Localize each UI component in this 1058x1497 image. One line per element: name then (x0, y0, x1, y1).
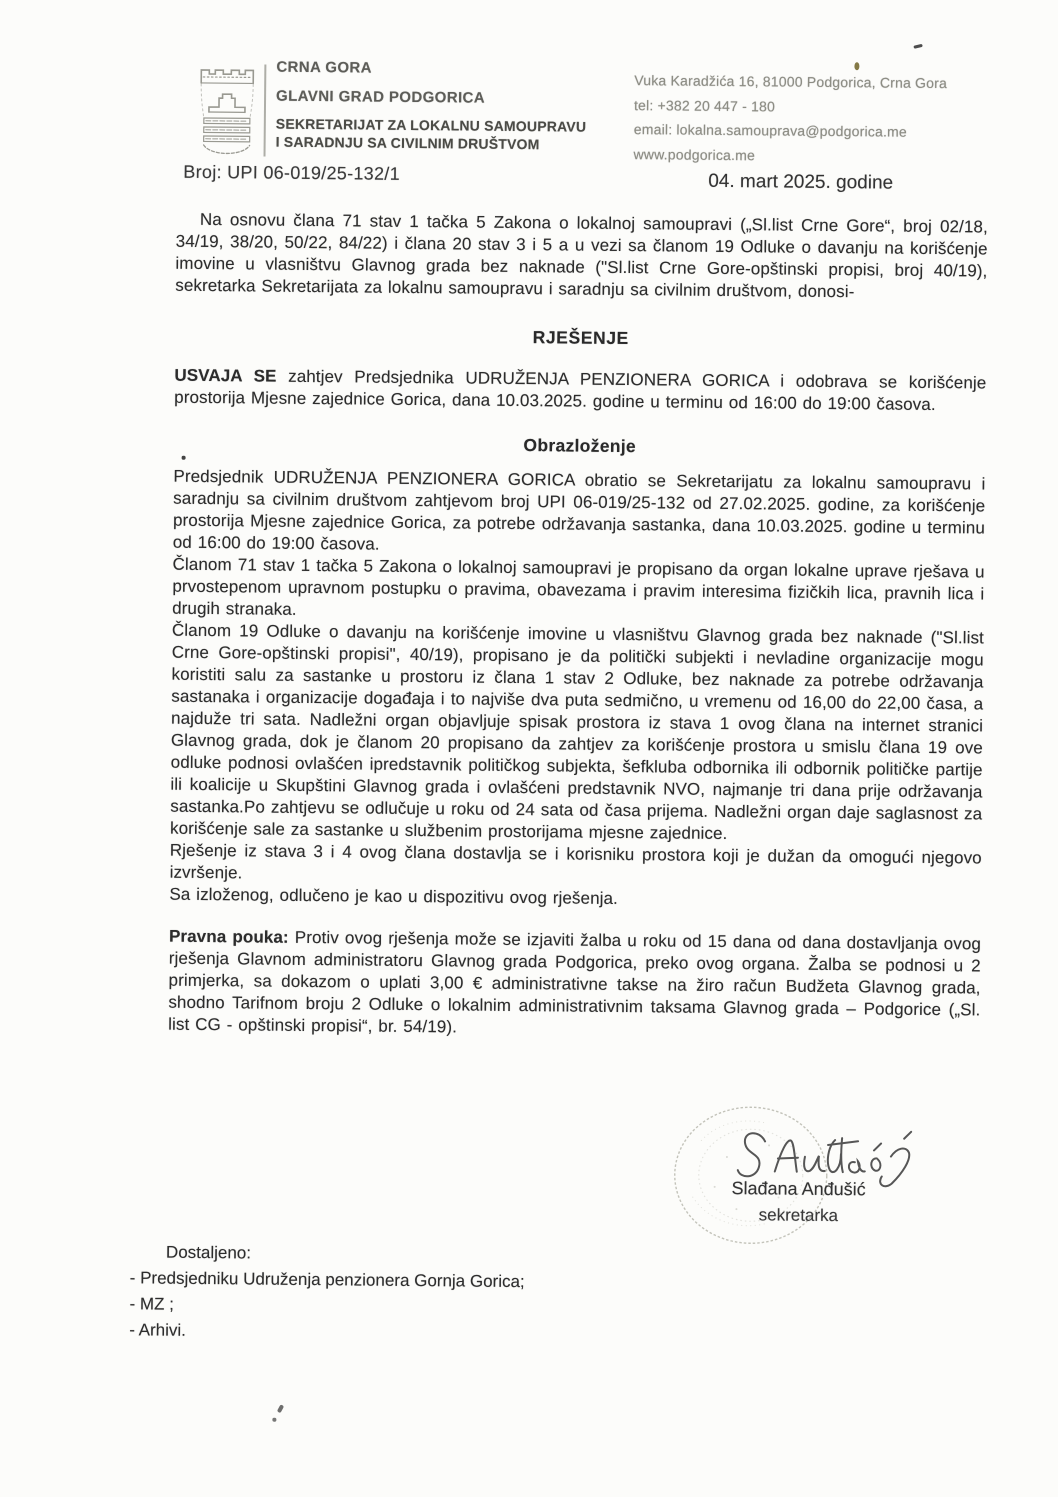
org-department-line1: SEKRETARIJAT ZA LOKALNU SAMOUPRAVU (275, 115, 587, 135)
body-paragraph: Članom 19 Odluke o davanju na korišćenje imovine u vlasništvu Glavnog grada bez naknade ("Sl.list Crne Gore-opštinski propisi", 40/19), propisano je da politički subjekti i nevladine organizacije mogu koristiti salu za sastanke u prostoru iz člana 1 stav 2 Odluke, bez naknade za potrebe održavanja sastanaka i organizacije događaja i to najviše dva puta sedmično, u vremenu od 16,00 do 22,00 časa, a najduže tri sata. Nadležni organ objavljuje spisak prostora iz stava 1 ovog člana na internet stranici Glavnog grada, dok je članom 20 propisano da zahtjev za korišćenje prostora u smislu člana 19 ove odluke podnosi ovlašćen ipredstavnik političkog subjekta, šefkluba odbornika ili odbornik političke partije ili koalicije u Skupštini Glavnog grada i ovlašćeni predstavnik NVO, najmanje tri dana prije održavanja sastanka.Po zahtjevu se odlučuje u roku od 24 sata od časa prijema. Nadležni organ daje saglasnost za korišćenje sale za sastanke u službenim prostorijama mjesne zajednice. (169, 620, 985, 844)
coat-of-arms-logo (196, 62, 257, 159)
body-paragraph: Predsjednik UDRUŽENJA PENZIONERA GORICA obratio se Sekretarijatu za lokalnu samoupravu i saradnju sa civilnim društvom zahtjevom broj UPI 06-019/25-132 od 27.02.2025. godine, za korišćenje prostorija Mjesne zajednice Gorica, za potrebe održavanja sastanka, dana 10.03.2025. godine u terminu od 16:00 do 19:00 časova. (172, 466, 986, 554)
signer-role: sekretarka (758, 1205, 839, 1226)
signer-block (678, 1175, 918, 1229)
intro-paragraph: Na osnovu člana 71 stav 1 tačka 5 Zakona o lokalnoj samoupravi („Sl.list Crne Gore“, broj 02/18, 34/19, 38/20, 50/22, 84/22) i člana 20 stav 3 i 5 a u vezi sa članom 19 Odluke o davanju na korišćenje imovine u vlasništvu Glavnog grada bez naknade ("Sl.list Crne Gore-opštinski propisi, broj 40/19), sekretarka Sekretarijata za lokalnu samoupravu i saradnju sa civilnim društvom, donosi- (175, 209, 988, 302)
document-title: RJEŠENJE (532, 327, 629, 349)
signer-name: Slađana Anđušić (731, 1178, 866, 1200)
org-department-line2: I SARADNJU SA CIVILNIM DRUŠTVOM (275, 133, 540, 153)
body-paragraph: Sa izloženog, odlučeno je kao u dispozitivu ovog rješenja. (169, 884, 619, 908)
body-paragraph: Rješenje iz stava 3 i 4 ovog člana dostavlja se i korisniku prostora koji je dužan da omogući njegovo izvršenje. (169, 840, 982, 883)
distribution-item: - MZ ; (129, 1294, 174, 1314)
header-divider (264, 65, 266, 157)
legal-notice-text: Protiv ovog rješenja može se izjaviti žalba u roku od 15 dana od dana dostavljanja ovog rješenja Glavnom administratoru Glavnog grada Podgorica, preko ovog organa. Žalba se podnosi u 2 primjerka, sa dokazom o uplati 3,00 € administrativne takse na žiro račun Budžeta Glavnog grada, shodno Tarifnom broju 2 Odluke o lokalnim administrativnim taksama Glavnog grada – Podgorice („Sl. list CG - opštinski propisi“, br. 54/19). (168, 927, 982, 1037)
section-heading: Obrazloženje (523, 435, 637, 457)
scan-artifact (272, 1418, 276, 1422)
contact-website: www.podgorica.me (633, 145, 756, 163)
distribution-item: - Arhivi. (129, 1320, 187, 1340)
org-country: CRNA GORA (276, 58, 372, 77)
distribution-list (129, 1239, 525, 1347)
distribution-label: Dostaljeno: (165, 1242, 252, 1263)
contact-phone: tel: +382 20 447 - 180 (633, 96, 776, 114)
legal-notice-paragraph (168, 926, 981, 1044)
contact-email: email: lokalna.samouprava@podgorica.me (633, 121, 908, 140)
document-body (168, 209, 988, 1044)
distribution-item: - Predsjedniku Udruženja penzionera Gornja Gorica; (129, 1268, 525, 1292)
scan-artifact (854, 62, 859, 70)
dispositive-text: zahtjev Predsjednika UDRUŽENJA PENZIONERA GORICA i odobrava se korišćenje prostorija Mjesne zajednice Gorica, dana 10.03.2025. godine u terminu od 16:00 do 19:00 časova. (174, 366, 987, 415)
contact-address: Vuka Karadžića 16, 81000 Podgorica, Crna Gora (634, 72, 948, 92)
dispositive-paragraph (174, 365, 986, 417)
organization-block (276, 59, 587, 154)
legal-notice-lead: Pravna pouka: (168, 926, 289, 947)
body-paragraph: Članom 71 stav 1 tačka 5 Zakona o lokalnoj samoupravi je propisano da organ lokalne uprave rješava u prvostepenom upravnom postupku o pravima, obavezama i pravim interesima fizičkih lica, pravnih lica i drugih stranaka. (172, 554, 985, 619)
scan-artifact (913, 44, 922, 49)
reference-number: Broj: UPI 06-019/25-132/1 (183, 161, 401, 184)
document-date: 04. mart 2025. godine (708, 170, 894, 194)
org-city: GLAVNI GRAD PODGORICA (276, 87, 486, 107)
dispositive-lead: USVAJA SE (174, 365, 277, 386)
scan-artifact (277, 1404, 284, 1413)
contact-block (633, 68, 947, 169)
